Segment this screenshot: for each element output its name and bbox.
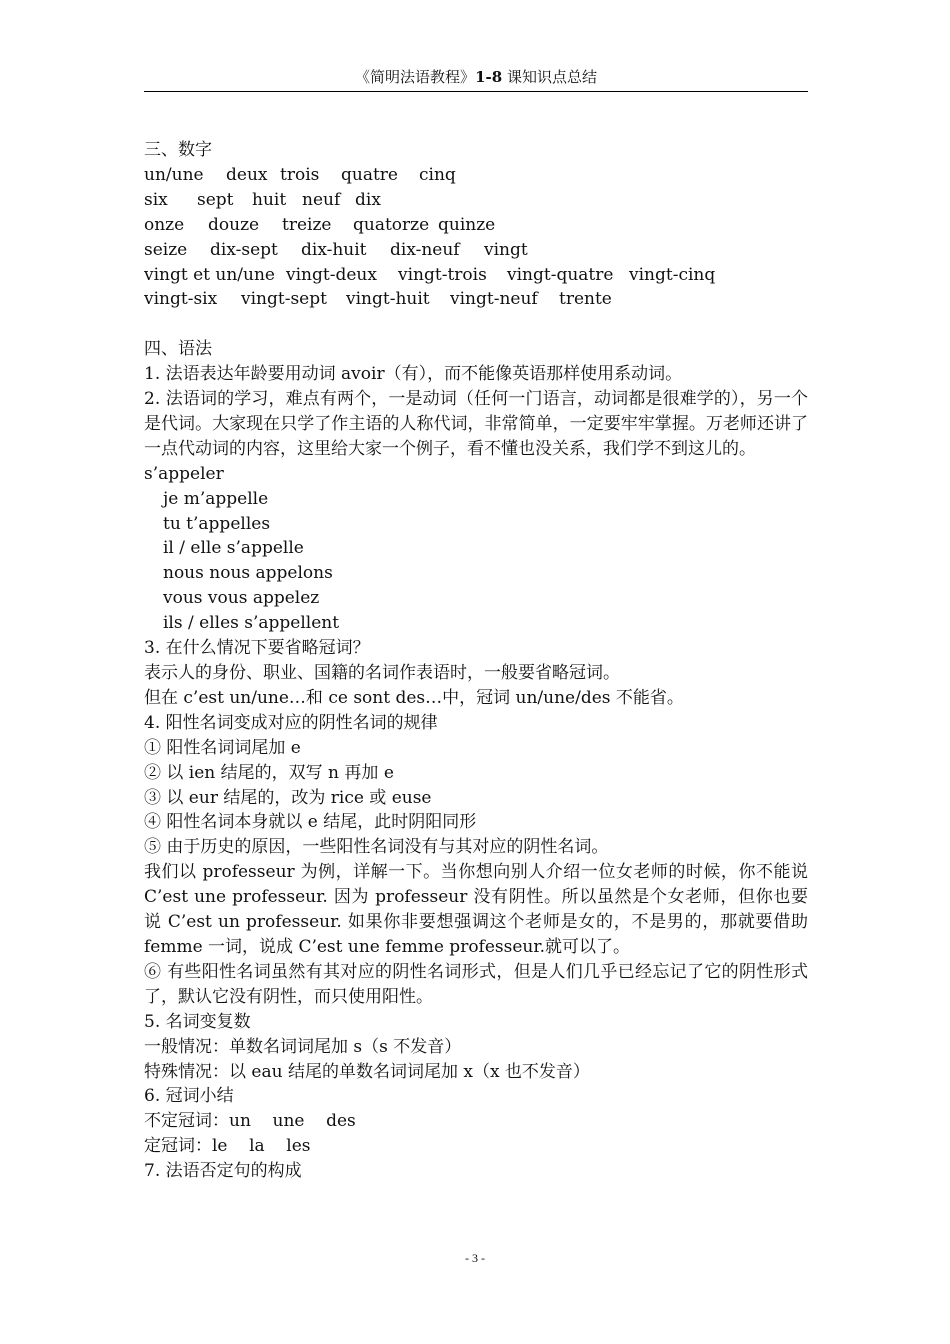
conjugation-line: vous vous appelez [163, 588, 320, 609]
number-row [144, 188, 808, 213]
number-word: vingt-trois [398, 264, 487, 285]
section4-heading: 四、语法 [144, 339, 212, 360]
document-body [144, 138, 808, 1184]
paragraph-5-title: 5. 名词变复数 [144, 1011, 251, 1032]
number-word: dix-sept [210, 239, 278, 260]
number-table [144, 163, 808, 312]
page-number: - 3 - [465, 1251, 485, 1265]
number-row [144, 213, 808, 238]
number-word: trente [559, 289, 612, 310]
section3-heading: 三、数字 [144, 140, 212, 160]
number-word: vingt-cinq [629, 264, 716, 285]
number-word: neuf [302, 189, 341, 210]
paragraph-3-title: 3. 在什么情况下要省略冠词？ [144, 638, 370, 659]
number-row [144, 263, 808, 288]
paragraph-3-b: 但在 c’est un/une…和 ce sont des…中，冠词 un/une/des 不能省。 [144, 687, 684, 708]
rule-item-6: ⑥ 有些阳性名词虽然有其对应的阴性名词形式，但是人们几乎已经忘记了它的阴性形式了，默认它没有阴性，而只使用阳性。 [144, 961, 808, 1007]
number-word: deux [226, 164, 268, 185]
paragraph-4-title: 4. 阳性名词变成对应的阴性名词的规律 [144, 712, 438, 733]
verb-infinitive: s’appeler [144, 463, 224, 484]
header-title-prefix: 《简明法语教程》 [355, 68, 476, 86]
rule-item: ③ 以 eur 结尾的，改为 rice 或 euse [144, 787, 432, 808]
number-word: six [144, 189, 168, 210]
number-word: vingt [484, 239, 528, 260]
conjugation-line: je m’appelle [163, 488, 269, 509]
paragraph-5-b: 特殊情况：以 eau 结尾的单数名词词尾加 x（x 也不发音） [144, 1061, 590, 1082]
conjugation-line: tu t’appelles [163, 513, 271, 534]
definite-articles: 定冠词：le la les [144, 1136, 311, 1157]
rule-item: ⑤ 由于历史的原因，一些阳性名词没有与其对应的阴性名词。 [144, 837, 609, 858]
number-word: vingt-sept [241, 289, 327, 310]
number-word: vingt-six [144, 289, 218, 310]
number-word: dix-neuf [390, 239, 460, 260]
number-word: quatorze [353, 214, 430, 235]
page-header [144, 66, 808, 88]
paragraph-4-example: 我们以 professeur 为例，详解一下。当你想向别人介绍一位女老师的时候，你不能说 C’est une professeur. 因为 professeur 没有阴性。所以虽然是个女老师，但你也要说 C’est un professeur. 如果你非要想强调这个老师是女的，不是男的，那就要借助 femme 一词，说成 C’est une femme professeur.就可以了。 [144, 862, 808, 957]
number-word: dix [355, 189, 381, 210]
number-word: vingt-huit [346, 289, 430, 310]
indefinite-articles: 不定冠词：un une des [144, 1111, 356, 1132]
number-word: treize [282, 214, 332, 235]
number-word: vingt et un/une [144, 264, 275, 285]
number-word: douze [208, 214, 260, 235]
paragraph-5-a: 一般情况：单数名词词尾加 s（s 不发音） [144, 1036, 462, 1057]
rule-item: ② 以 ien 结尾的，双写 n 再加 e [144, 762, 394, 783]
conjugation-line: ils / elles s’appellent [163, 613, 340, 634]
paragraph-2: 2. 法语词的学习，难点有两个，一是动词（任何一门语言，动词都是很难学的），另一个是代词。大家现在只学了作主语的人称代词，非常简单，一定要牢牢掌握。万老师还讲了一点代动词的内容，这里给大家一个例子，看不懂也没关系，我们学不到这儿的。 [144, 389, 808, 459]
rule-item: ④ 阳性名词本身就以 e 结尾，此时阴阳同形 [144, 812, 477, 833]
header-title-bold: 1-8 [475, 68, 503, 86]
paragraph-1: 1. 法语表达年龄要用动词 avoir（有），而不能像英语那样使用系动词。 [144, 364, 683, 385]
header-title-suffix: 课知识点总结 [502, 68, 597, 86]
number-word: vingt-deux [286, 264, 377, 285]
number-row [144, 163, 808, 188]
paragraph-3-a: 表示人的身份、职业、国籍的名词作表语时，一般要省略冠词。 [144, 663, 620, 684]
number-word: sept [197, 189, 234, 210]
number-word: cinq [419, 164, 456, 185]
number-word: onze [144, 214, 185, 235]
conjugation-line: il / elle s’appelle [163, 538, 304, 559]
number-row [144, 287, 808, 312]
number-word: vingt-quatre [507, 264, 614, 285]
rule-item: ① 阳性名词词尾加 e [144, 737, 301, 758]
number-word: un/une [144, 164, 204, 185]
conjugation-line: nous nous appelons [163, 563, 333, 584]
number-word: huit [252, 189, 287, 210]
number-row [144, 238, 808, 263]
number-word: trois [280, 164, 320, 185]
number-word: vingt-neuf [450, 289, 538, 310]
header-rule [144, 91, 808, 92]
number-word: seize [144, 239, 188, 260]
paragraph-7-title: 7. 法语否定句的构成 [144, 1161, 302, 1182]
number-word: quinze [438, 214, 496, 235]
number-word: dix-huit [301, 239, 367, 260]
number-word: quatre [341, 164, 398, 185]
paragraph-6-title: 6. 冠词小结 [144, 1086, 234, 1107]
